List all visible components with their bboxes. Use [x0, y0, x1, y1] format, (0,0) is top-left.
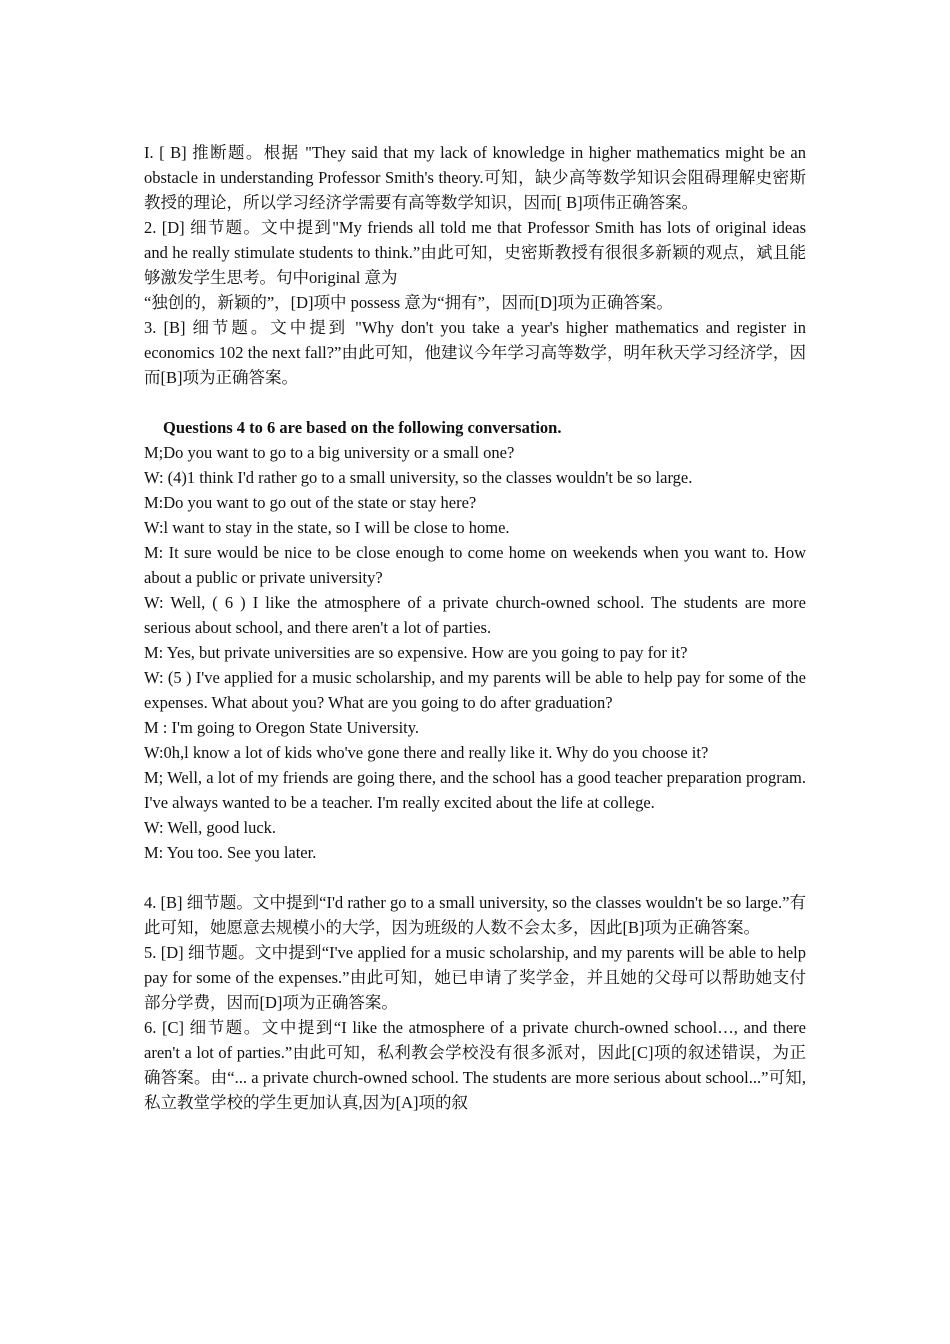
- dialogue-line: M;Do you want to go to a big university or a small one?: [144, 443, 515, 462]
- spacer: [144, 865, 806, 890]
- dialogue-line: W: (4)1 think I'd rather go to a small university, so the classes wouldn't be so large.: [144, 468, 693, 487]
- dialogue-line: M:Do you want to go out of the state or stay here?: [144, 493, 477, 512]
- answer-3: 3. [B] 细节题。文中提到 "Why don't you take a year's higher mathematics and register in economics 102 the next fall?”由此可知，他建议今年学习高等数学，明年秋天学习经济学，因而[B]项为正确答案。: [144, 318, 806, 387]
- dialogue-line: M : I'm going to Oregon State University.: [144, 718, 420, 737]
- answer-6: 6. [C] 细节题。文中提到“I like the atmosphere of a private church-owned school…, and there aren't a lot of parties.”由此可知，私利教会学校没有很多派对，因此[C]项的叙述错误，为正确答案。由“... a private church-owned school. The students are more serious about school...”可知,私立教堂学校的学生更加认真,因为[A]项的叙: [144, 1018, 806, 1112]
- document-page: [144, 140, 806, 1115]
- dialogue-line: W: (5 ) I've applied for a music scholarship, and my parents will be able to help pay for some of the expenses. What about you? What are you going to do after graduation?: [144, 668, 806, 712]
- dialogue-line: W:l want to stay in the state, so I will be close to home.: [144, 518, 510, 537]
- dialogue-line: M: Yes, but private universities are so expensive. How are you going to pay for it?: [144, 643, 688, 662]
- answer-2: 2. [D] 细节题。文中提到"My friends all told me that Professor Smith has lots of original ideas and he really stimulate students to think.”由此可知，史密斯教授有很很多新颖的观点，斌且能够激发学生思考。句中original 意为: [144, 218, 806, 287]
- dialogue-line: M: You too. See you later.: [144, 843, 317, 862]
- spacer: [144, 390, 806, 415]
- dialogue-line: M: It sure would be nice to be close enough to come home on weekends when you want to. How about a public or private university?: [144, 543, 806, 587]
- dialogue-line: M; Well, a lot of my friends are going there, and the school has a good teacher preparation program. I've always wanted to be a teacher. I'm really excited about the life at college.: [144, 768, 806, 812]
- answer-5: 5. [D] 细节题。文中提到“I've applied for a music scholarship, and my parents will be able to help pay for some of the expenses.”由此可知，她已申请了奖学金，并且她的父母可以帮助她支付部分学费，因而[D]项为正确答案。: [144, 943, 806, 1012]
- answer-1: I. [ B] 推断题。根据 "They said that my lack of knowledge in higher mathematics might be an obstacle in understanding Professor Smith's theory.可知，缺少高等数学知识会阻碍理解史密斯教授的理论，所以学习经济学需要有高等数学知识，因而[ B]项伟正确答案。: [144, 143, 806, 212]
- answer-4: 4. [B] 细节题。文中提到“I'd rather go to a small university, so the classes wouldn't be so large.”有此可知，她愿意去规模小的大学，因为班级的人数不会太多，因此[B]项为正确答案。: [144, 893, 806, 937]
- dialogue-line: W: Well, ( 6 ) I like the atmosphere of a private church-owned school. The students are more serious about school, and there aren't a lot of parties.: [144, 593, 806, 637]
- answer-2-continued: “独创的，新颖的”，[D]项中 possess 意为“拥有”，因而[D]项为正确答案。: [144, 293, 673, 312]
- conversation-heading: Questions 4 to 6 are based on the following conversation.: [163, 418, 562, 437]
- dialogue-line: W: Well, good luck.: [144, 818, 277, 837]
- dialogue-line: W:0h,l know a lot of kids who've gone there and really like it. Why do you choose it?: [144, 743, 709, 762]
